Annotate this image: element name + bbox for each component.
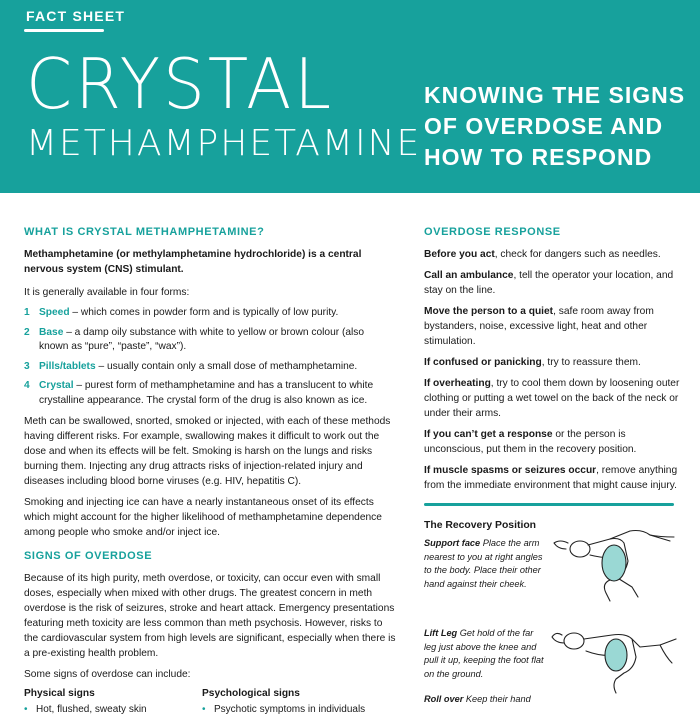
what-is-heading: WHAT IS CRYSTAL METHAMPHETAMINE? bbox=[24, 226, 265, 238]
title-line-1: CRYSTAL bbox=[26, 44, 335, 125]
methods-paragraph: Meth can be swallowed, snorted, smoked or injected, with each of these methods having different risks. For example, swallowing makes it difficult to work out the dose and when its effects will be felt. Smoking is harsh on the lungs and risks burning them. Injecting any drug attracts risks of injection-related injury and diseases including blood borne viruses (e.g. HIV, hepatitis C). bbox=[24, 416, 391, 487]
response-text: or the person is unconscious, put them in the recovery position. bbox=[424, 429, 637, 455]
response-heading: OVERDOSE RESPONSE bbox=[424, 226, 561, 238]
step-bold: Roll over bbox=[424, 694, 464, 704]
step-desc: Keep their hand bbox=[463, 694, 531, 704]
response-bold: If you can’t get a response bbox=[424, 429, 553, 440]
form-number: 3 bbox=[24, 360, 30, 372]
fact-sheet-label: FACT SHEET bbox=[26, 8, 126, 24]
response-list bbox=[424, 247, 682, 493]
psych-item: • Psychotic symptoms in individuals bbox=[202, 703, 380, 717]
response-text: , safe room away from bystanders, noise, excessive light, heat and other stimulation. bbox=[424, 306, 654, 347]
recovery-figure-2-icon bbox=[550, 617, 680, 695]
form-number: 4 bbox=[24, 380, 30, 391]
step-bold: Support face bbox=[424, 538, 481, 548]
response-text: , remove anything from the immediate environment that might cause injury. bbox=[424, 465, 678, 491]
forms-intro: It is generally available in four forms: bbox=[24, 287, 190, 298]
signs-paragraph: Because of its high purity, meth overdose, or toxicity, can occur even with small doses, especially when mixed with other drugs. The greatest concern in meth overdose is the risk of seizures, stroke and heart attack. Emergency presentations featuring meth toxicity are less common than meth psychosis. However, risks to the cardiovascular system from high levels are significant, especially when there is a pre-existing health problem. bbox=[24, 573, 396, 659]
response-bold: If muscle spasms or seizures occur bbox=[424, 465, 597, 476]
form-name: Base bbox=[39, 326, 64, 338]
form-name: Crystal bbox=[39, 380, 74, 391]
response-text: , try to reassure them. bbox=[541, 357, 641, 368]
step-desc: Get hold of the far leg just above the knee and pull it up, keeping the foot flat on the ground. bbox=[424, 628, 544, 679]
form-name: Speed bbox=[39, 307, 70, 318]
response-bold: Call an ambulance bbox=[424, 270, 514, 281]
recovery-step-lift-leg bbox=[424, 627, 682, 693]
recovery-figure-1-icon bbox=[550, 527, 680, 605]
forms-list bbox=[24, 306, 396, 408]
form-item bbox=[24, 326, 396, 355]
recovery-step-support-face bbox=[424, 537, 682, 627]
response-item bbox=[424, 427, 682, 457]
step-bold: Lift Leg bbox=[424, 628, 458, 638]
step-text bbox=[424, 627, 548, 681]
step-text bbox=[424, 537, 548, 591]
form-number: 1 bbox=[24, 307, 30, 318]
form-desc: – purest form of methamphetamine and has a translucent to white crystalline appearance. The crystal form of the drug is also known as ice. bbox=[39, 380, 374, 406]
response-item bbox=[424, 268, 682, 298]
form-item bbox=[24, 360, 396, 375]
psych-heading: Psychological signs bbox=[202, 688, 300, 699]
response-text: , check for dangers such as needles. bbox=[494, 249, 661, 260]
recovery-title: The Recovery Position bbox=[424, 520, 537, 531]
onset-paragraph: Smoking and injecting ice can have a nearly instantaneous onset of its effects which might account for the higher likelihood of methamphetamine dependence among people who smoke and/or inject ice. bbox=[24, 497, 382, 538]
left-column bbox=[24, 226, 396, 717]
response-bold: If overheating bbox=[424, 378, 491, 389]
response-item bbox=[424, 463, 682, 493]
signs-intro: Some signs of overdose can include: bbox=[24, 669, 191, 680]
response-bold: Before you act bbox=[424, 249, 495, 260]
what-is-intro: Methamphetamine (or methylamphetamine hydrochloride) is a central nervous system (CNS) stimulant. bbox=[24, 249, 362, 275]
response-item bbox=[424, 355, 682, 370]
header-banner bbox=[0, 0, 700, 193]
form-name: Pills/tablets bbox=[39, 360, 96, 372]
form-number: 2 bbox=[24, 326, 30, 338]
response-text: , tell the operator your location, and stay on the line. bbox=[424, 270, 674, 296]
section-divider bbox=[424, 503, 674, 506]
step-desc: Place the arm nearest to you at right angles to the body. Place their other hand against their cheek. bbox=[424, 538, 543, 589]
right-column bbox=[424, 226, 682, 707]
response-bold: Move the person to a quiet bbox=[424, 306, 554, 317]
psychological-signs bbox=[202, 688, 380, 717]
response-item bbox=[424, 247, 682, 262]
label-underline bbox=[24, 29, 104, 32]
form-desc: – which comes in powder form and is typically of low purity. bbox=[69, 307, 339, 318]
subtitle: KNOWING THE SIGNS OF OVERDOSE AND HOW TO RESPOND bbox=[424, 82, 686, 170]
physical-heading: Physical signs bbox=[24, 688, 95, 699]
physical-signs bbox=[24, 688, 202, 717]
signs-columns bbox=[24, 688, 396, 717]
form-desc: – usually contain only a small dose of methamphetamine. bbox=[95, 360, 358, 372]
response-item bbox=[424, 304, 682, 349]
step-text bbox=[424, 693, 548, 707]
form-item bbox=[24, 379, 396, 408]
form-item bbox=[24, 306, 396, 321]
form-desc: – a damp oily substance with white to yellow or brown colour (also known as “pure”, “paste”, “wax”). bbox=[39, 326, 365, 352]
response-text: , try to cool them down by loosening outer clothing or putting a wet towel on the back of the neck or under their arms. bbox=[424, 378, 680, 419]
physical-item: • Hot, flushed, sweaty skin bbox=[24, 703, 202, 717]
response-item bbox=[424, 376, 682, 421]
response-bold: If confused or panicking bbox=[424, 357, 542, 368]
signs-heading: SIGNS OF OVERDOSE bbox=[24, 550, 153, 562]
title-line-2: METHAMPHETAMINE bbox=[26, 123, 422, 164]
